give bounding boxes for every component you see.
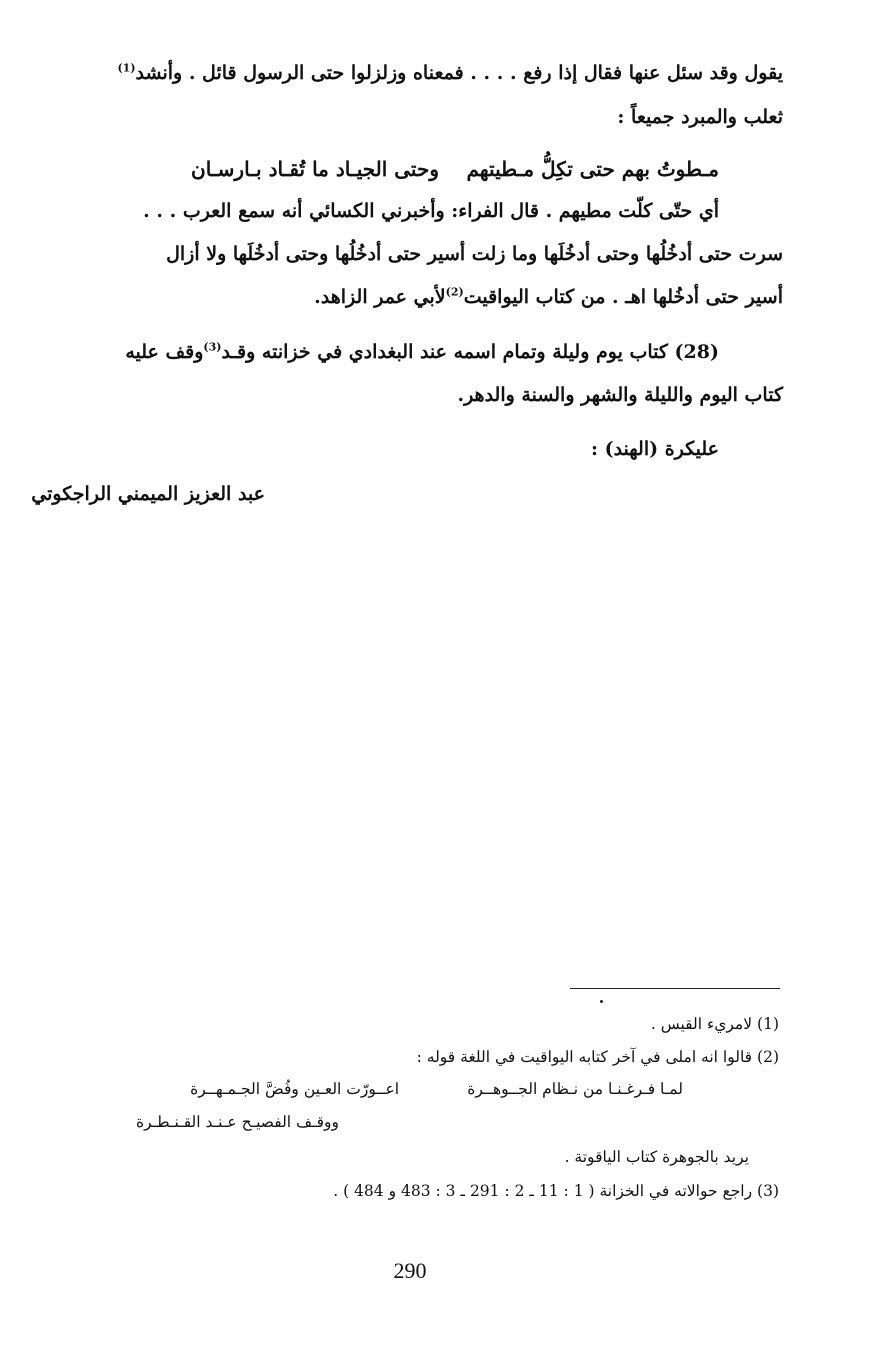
verse-hemistich-1: مـطوتُ بهم حتى تكِلُّ مـطيتهم	[466, 157, 719, 181]
body-line	[117, 60, 783, 86]
signature: عبد العزيز الميمني الراجكوتي	[31, 483, 265, 505]
body-line: كتاب اليوم والليلة والشهر والسنة والدهر.	[457, 384, 783, 406]
footnote-3: (3) راجع حوالاته في الخزانة ( 1 : 11 ـ 2 : 291 ـ 3 : 483 و 484 ) .	[333, 1182, 779, 1200]
body-line: ثعلب والمبرد جميعاً :	[617, 106, 783, 128]
footnote-verse-line-2: ووقـف الفصيـح عـنـد القـنـطـرة	[136, 1113, 339, 1131]
footnote-2: (2) قالوا انه املى في آخر كتابه اليواقيت في اللغة قوله :	[416, 1048, 779, 1066]
footnote-marker: (1)	[117, 61, 136, 75]
page-number: 290	[393, 1258, 427, 1283]
footnote-verse-hemistich-2: اعــورّت العـين وفُضَّ الجـمـهــرة	[190, 1080, 399, 1098]
body-text: أسير حتى أدخُلها اهـ . من كتاب اليواقيت	[463, 286, 783, 308]
footnote-marker: (2)	[445, 285, 464, 299]
verse-hemistich-2: وحتى الجيـاد ما تُقـاد بـارسـان	[191, 157, 439, 181]
footnote-separator	[570, 988, 780, 989]
footnote-marker: (3)	[203, 340, 222, 354]
footnote-1: (1) لامريء القيس .	[650, 1015, 779, 1033]
body-line	[314, 284, 783, 310]
body-text: يقول وقد سئل عنها فقال إذا رفع . . . . فمعناه وزلزلوا حتى الرسول قائل . وأنشد	[135, 62, 783, 84]
separator-dot	[600, 1000, 603, 1003]
body-text: لأبي عمر الزاهد.	[314, 286, 446, 308]
body-text: (28) كتاب يوم وليلة وتمام اسمه عند البغدادي في خزانته وقـد	[221, 341, 719, 363]
body-text: وقف عليه	[125, 341, 204, 363]
footnote-verse-hemistich-1: لمـا فـرغـنـا من نـظام الجــوهــرة	[467, 1080, 683, 1098]
body-line: سرت حتى أدخُلُها وحتى أدخُلَها وما زلت أسير حتى أدخُلُها وحتى أدخُلَها ولا أزال	[166, 243, 783, 265]
body-line: أي حتّى كلّت مطيهم . قال الفراء: وأخبرني الكسائي أنه سمع العرب . . .	[143, 200, 719, 222]
body-line	[125, 339, 719, 365]
footnote-note: يريد بالجوهرة كتاب الياقوتة .	[564, 1148, 749, 1166]
place-line: عليكرة (الهند) :	[590, 438, 719, 460]
